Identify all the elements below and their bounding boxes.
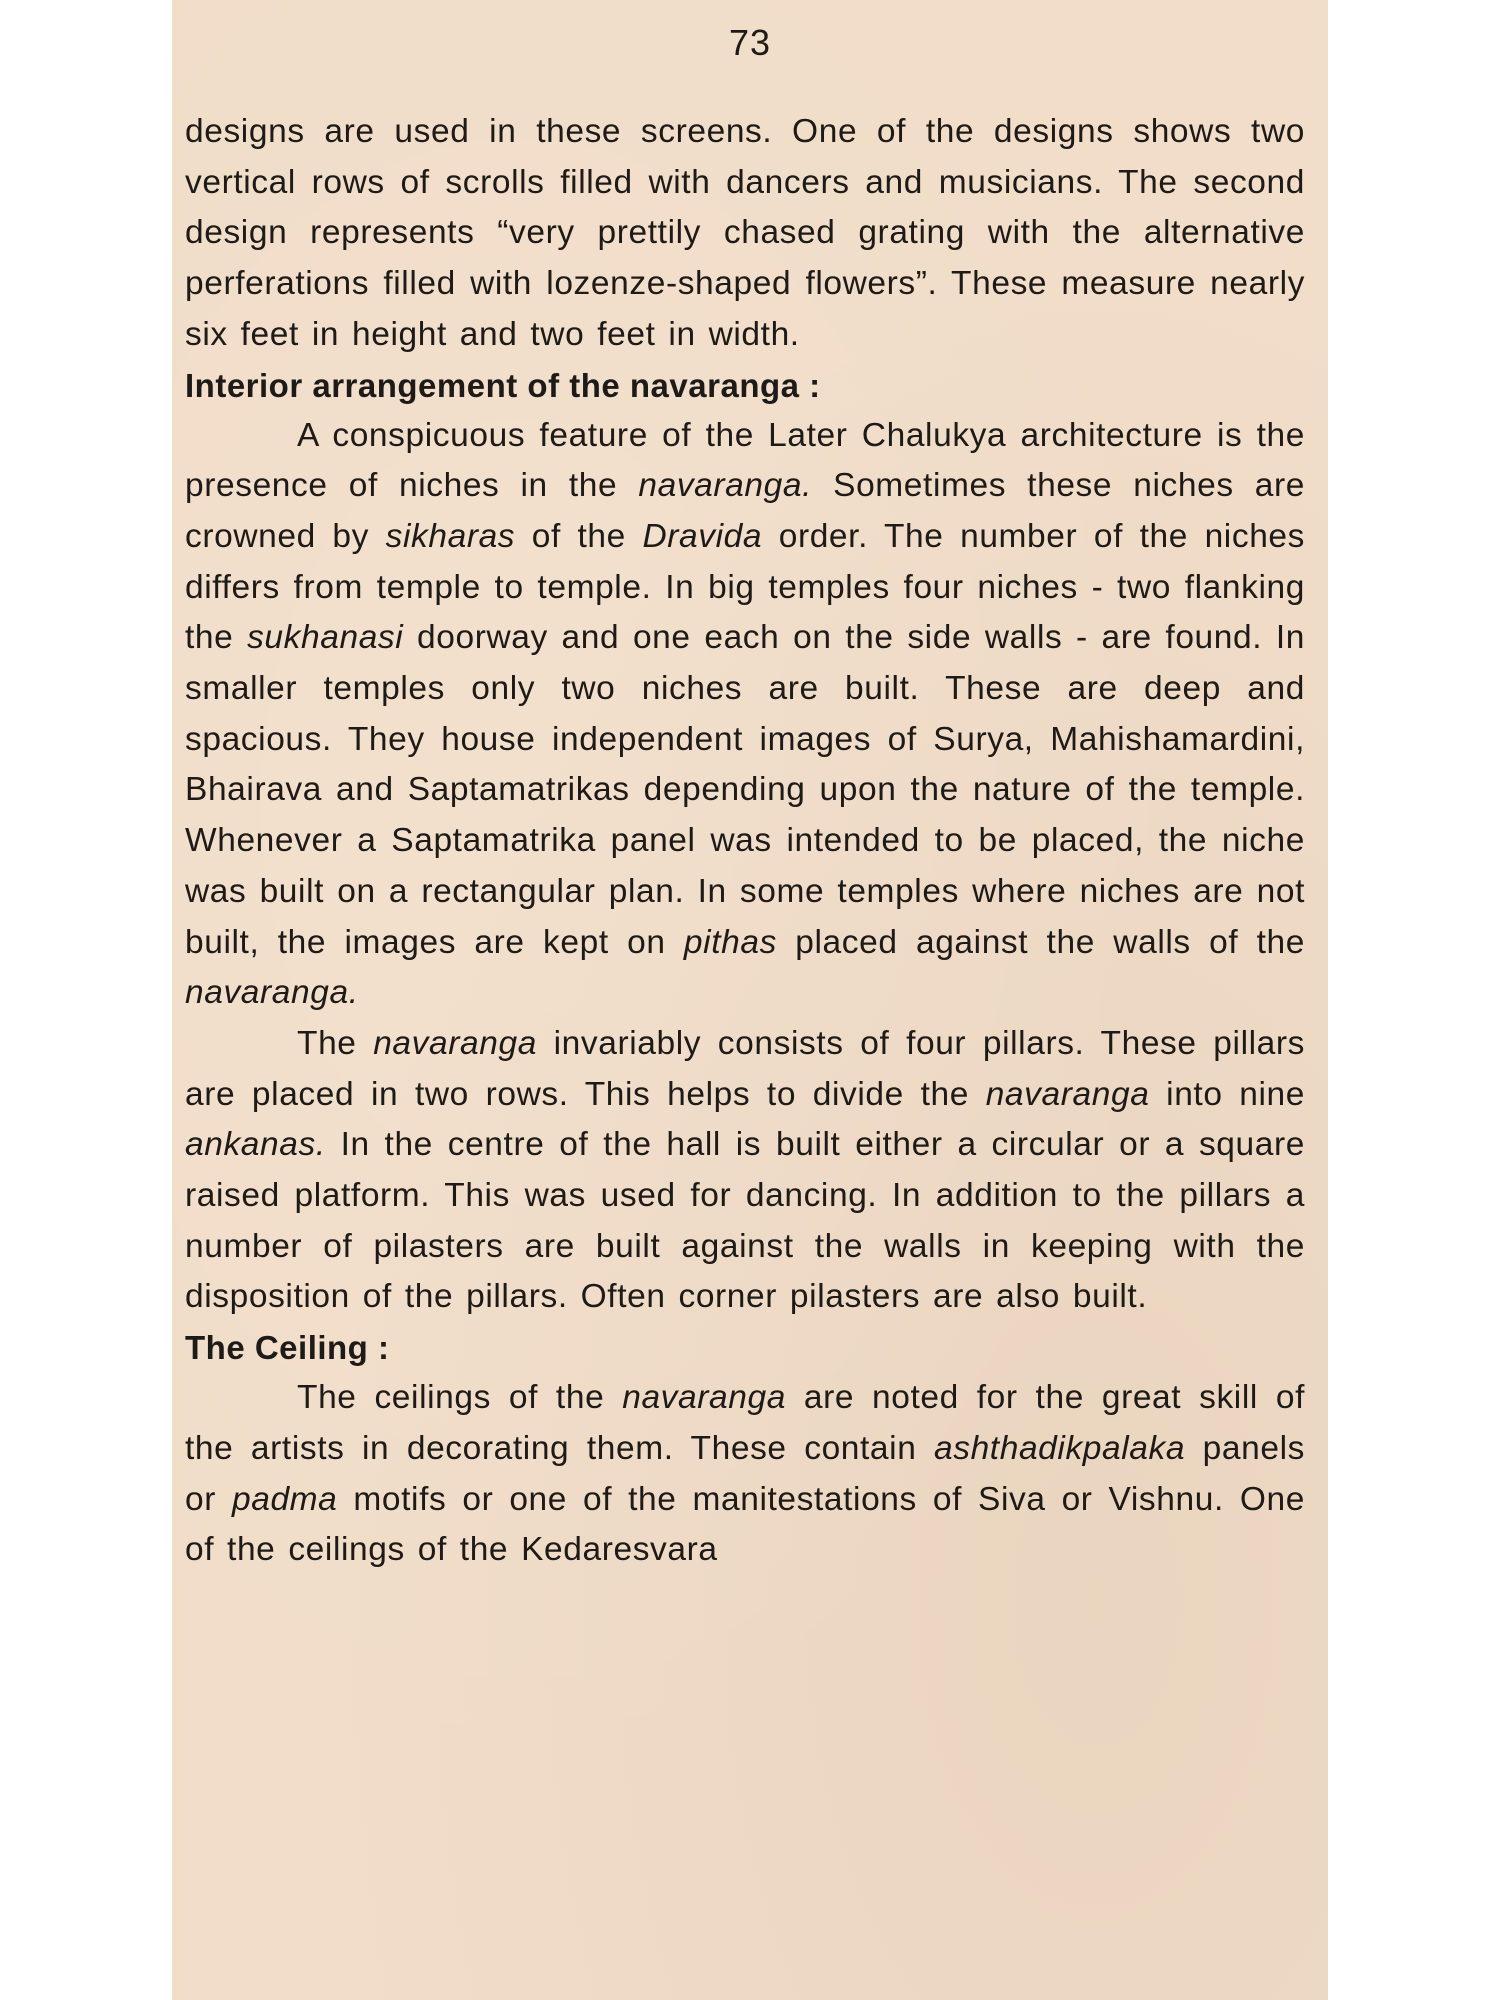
paragraph-pillars [185,1019,1305,1323]
paragraph-screens: designs are used in these screens. One of the designs shows two vertical rows of scrolls filled with dancers and musicians. The second design represents “very prettily chased grating with the alternative perferations filled with lozenze-shaped flowers”. These measure nearly six feet in height and two feet in width. [185,113,1305,353]
heading-interior-arrangement: Interior arrangement of the navaranga : [185,366,821,404]
italic-term: navaranga. [185,974,359,1012]
italic-term: padma [231,1480,338,1518]
italic-term: Dravida [642,517,763,555]
text-segment: A conspicuous feature of the Later Chalukya architecture is the presence of niches in the [185,416,1305,505]
paragraph-ceilings [185,1373,1305,1576]
text-segment: motifs or one of the manitestations of Siva or Vishnu. One of the ceilings of the Kedaresvara [185,1480,1305,1569]
text-segment: The [297,1024,374,1062]
page-body [185,107,1305,1576]
text-segment: placed against the walls of the [776,923,1305,961]
italic-term: pithas [683,923,777,961]
italic-term: sukhanasi [247,619,404,657]
text-segment: invariably consists of four pillars. These pillars are placed in two rows. This helps to divide the [185,1024,1305,1113]
text-segment: into nine [1149,1075,1306,1113]
paragraph-niches [185,411,1305,1019]
text-segment: Sometimes these niches are crowned by [185,467,1305,555]
italic-term: navaranga [373,1024,537,1062]
italic-term: navaranga. [638,467,813,505]
italic-term: sikharas [385,517,516,555]
italic-term: navaranga [985,1075,1150,1113]
text-segment: In the centre of the hall is built either a circular or a square raised platform. This was used for dancing. In addition to the pillars a number of pilasters are built against the walls in keeping with the disposition of the pillars. Often corner pilasters are also built. [185,1126,1305,1316]
italic-term: navaranga [622,1379,786,1417]
text-segment: order. The number of the niches differs from temple to temple. In big temples four niches - two flanking the [185,517,1306,657]
italic-term: ashthadikpalaka [934,1429,1186,1467]
heading-ceiling: The Ceiling : [185,1329,390,1367]
text-segment: of the [515,517,643,555]
book-page [172,0,1328,2000]
text-segment: doorway and one each on the side walls - are found. In smaller temples only two niches are built. These are deep and spacious. They house independent images of Surya, Mahishamardini, Bhairava and Saptamatrikas depending upon the nature of the temple. Whenever a Saptamatrika panel was intended to be placed, the niche was built on a rectangular plan. In some temples where niches are not built, the images are kept on [185,619,1305,961]
page-number: 73 [728,22,772,63]
text-segment: The ceilings of the [297,1379,623,1417]
text-segment: are noted for the great skill of the artists in decorating them. These contain [185,1379,1305,1467]
text-segment: panels or [185,1429,1305,1518]
italic-term: ankanas. [185,1126,326,1164]
